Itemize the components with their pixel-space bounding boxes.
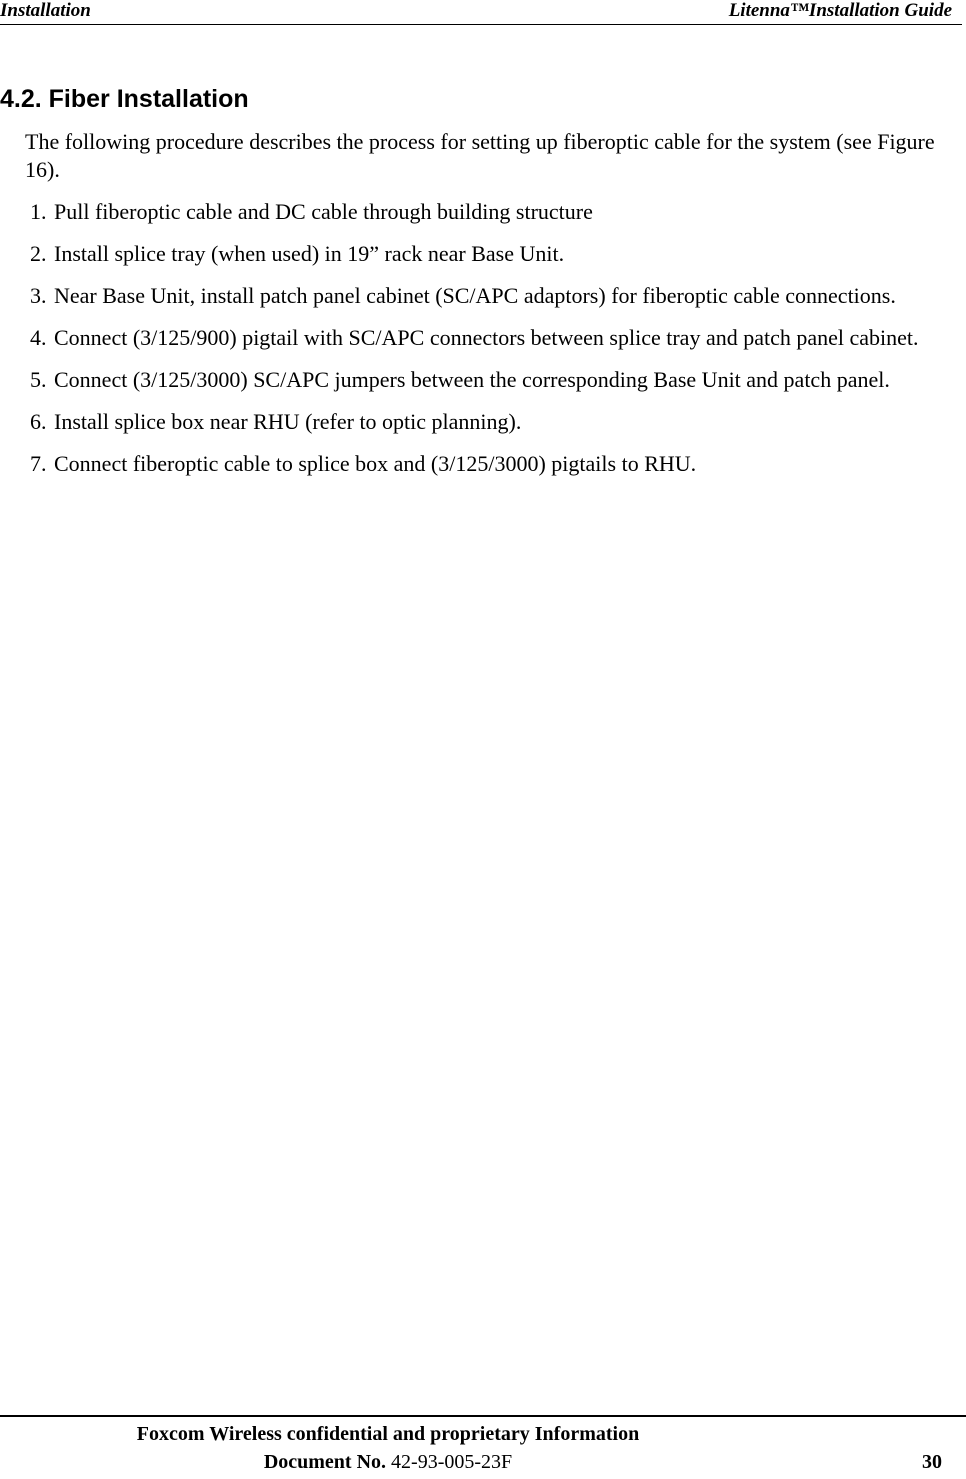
step-item bbox=[30, 450, 958, 478]
header-section-name: Installation bbox=[0, 0, 91, 21]
footer-document-number bbox=[0, 1451, 776, 1474]
step-text: Connect (3/125/3000) SC/APC jumpers between the corresponding Base Unit and patch panel. bbox=[54, 367, 890, 392]
step-item bbox=[30, 198, 958, 226]
step-text: Install splice box near RHU (refer to optic planning). bbox=[54, 409, 522, 434]
page-number: 30 bbox=[922, 1451, 942, 1473]
intro-paragraph: The following procedure describes the process for setting up fiberoptic cable for the system (see Figure 16). bbox=[25, 129, 935, 182]
step-item bbox=[30, 408, 958, 436]
step-text: Install splice tray (when used) in 19” rack near Base Unit. bbox=[54, 241, 565, 266]
procedure-steps bbox=[30, 198, 958, 492]
step-number: 3. bbox=[30, 283, 47, 308]
step-item bbox=[30, 282, 958, 310]
document-number-value: 42-93-005-23F bbox=[391, 1451, 513, 1473]
step-number: 1. bbox=[30, 199, 47, 224]
step-number: 7. bbox=[30, 451, 47, 476]
section-title: 4.2. Fiber Installation bbox=[0, 85, 249, 113]
page-header bbox=[0, 0, 962, 25]
step-item bbox=[30, 366, 958, 394]
document-number-label: Document No. bbox=[263, 1451, 387, 1473]
step-text: Connect fiberoptic cable to splice box and (3/125/3000) pigtails to RHU. bbox=[54, 451, 697, 476]
step-number: 6. bbox=[30, 409, 47, 434]
step-text: Connect (3/125/900) pigtail with SC/APC connectors between splice tray and patch panel cabinet. bbox=[54, 325, 919, 350]
header-guide-title: Litenna™Installation Guide bbox=[728, 0, 952, 21]
step-text: Near Base Unit, install patch panel cabinet (SC/APC adaptors) for fiberoptic cable connections. bbox=[54, 283, 896, 308]
step-text: Pull fiberoptic cable and DC cable through building structure bbox=[54, 199, 593, 224]
step-item bbox=[30, 324, 958, 352]
step-number: 4. bbox=[30, 325, 47, 350]
step-number: 5. bbox=[30, 367, 47, 392]
footer-confidential-notice: Foxcom Wireless confidential and proprietary Information bbox=[136, 1423, 640, 1445]
step-number: 2. bbox=[30, 241, 47, 266]
step-item bbox=[30, 240, 958, 268]
page-footer bbox=[0, 1415, 966, 1479]
